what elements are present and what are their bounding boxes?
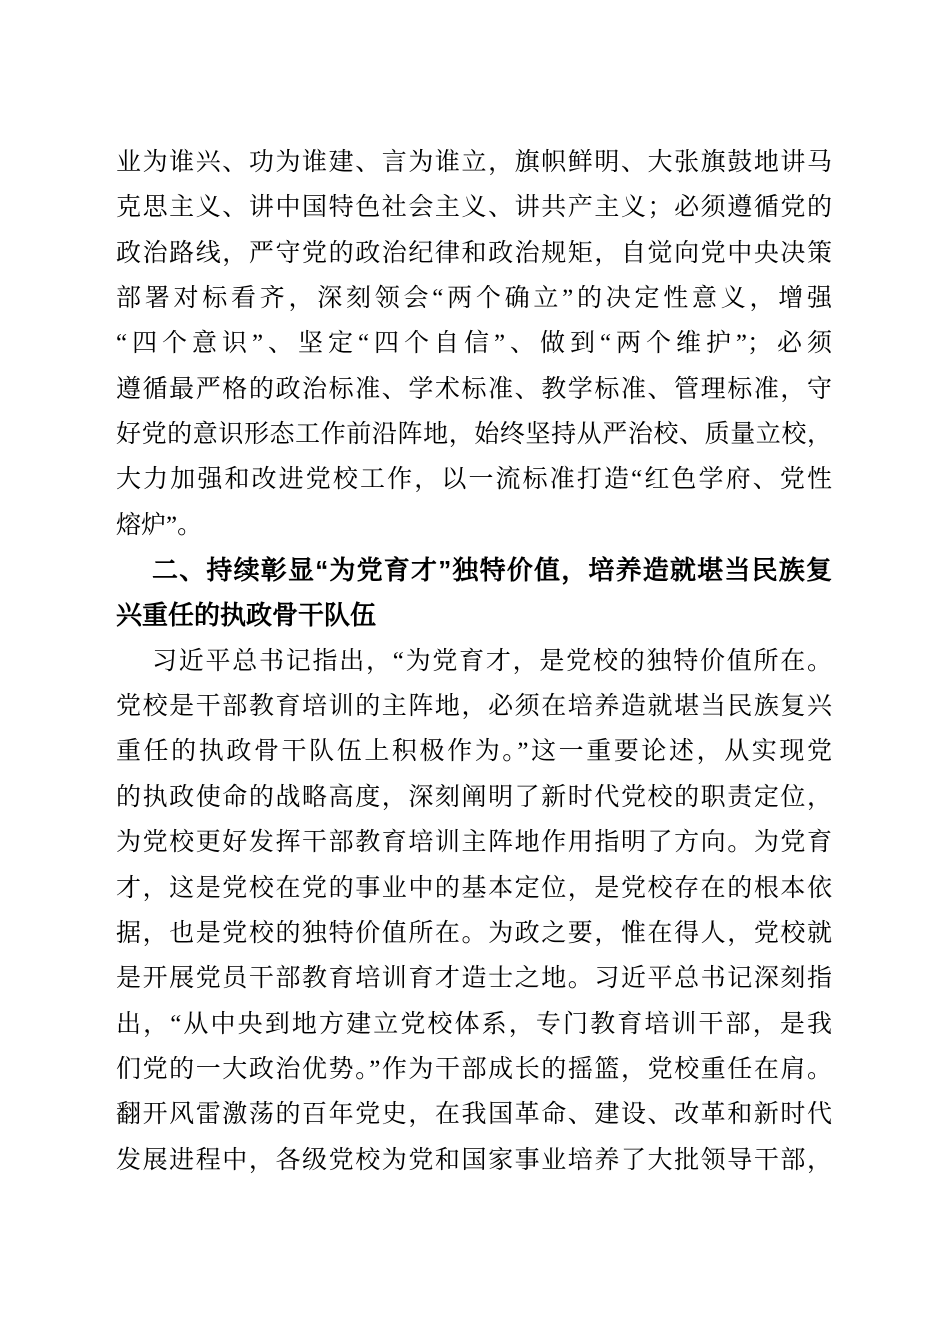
text-line: 的执政使命的战略高度，深刻阐明了新时代党校的职责定位， — [116, 783, 832, 811]
text-line: 遵循最严格的政治标准、学术标准、教学标准、管理标准，守 — [116, 375, 832, 403]
text-line: 克思主义、讲中国特色社会主义、讲共产主义；必须遵循党的 — [116, 194, 832, 222]
text-line: 习近平总书记指出，“为党育才，是党校的独特价值所在。 — [152, 647, 832, 675]
text-line: 翻开风雷激荡的百年党史，在我国革命、建设、改革和新时代 — [116, 1101, 832, 1129]
text-line: 出，“从中央到地方建立党校体系，专门教育培训干部，是我 — [116, 1010, 832, 1038]
text-block — [116, 140, 832, 1183]
text-line: 政治路线，严守党的政治纪律和政治规矩，自觉向党中央决策 — [116, 239, 832, 267]
text-line: 为党校更好发挥干部教育培训主阵地作用指明了方向。为党育 — [116, 829, 832, 857]
section-heading — [116, 548, 832, 639]
text-line: 党校是干部教育培训的主阵地，必须在培养造就堪当民族复兴 — [116, 693, 832, 721]
text-line: 发展进程中，各级党校为党和国家事业培养了大批领导干部， — [116, 1146, 832, 1174]
text-line: 部署对标看齐，深刻领会“两个确立”的决定性意义，增强 — [116, 285, 832, 313]
text-line: 们党的一大政治优势。”作为干部成长的摇篮，党校重任在肩。 — [116, 1055, 832, 1083]
text-line: 据，也是党校的独特价值所在。为政之要，惟在得人，党校就 — [116, 919, 832, 947]
paragraph-body — [116, 639, 832, 1183]
section-heading-line: 二、持续彰显“为党育才”独特价值，培养造就堪当民族复 — [152, 555, 832, 586]
text-line: “四个意识”、坚定“四个自信”、做到“两个维护”；必须 — [116, 330, 832, 358]
text-line: 大力加强和改进党校工作，以一流标准打造“红色学府、党性 — [116, 466, 832, 494]
text-line: 熔炉”。 — [116, 511, 203, 539]
paragraph-continued — [116, 140, 832, 548]
text-line: 是开展党员干部教育培训育才造士之地。习近平总书记深刻指 — [116, 965, 832, 993]
text-line: 重任的执政骨干队伍上积极作为。”这一重要论述，从实现党 — [116, 738, 832, 766]
text-line: 才，这是党校在党的事业中的基本定位，是党校存在的根本依 — [116, 874, 832, 902]
text-line: 好党的意识形态工作前沿阵地，始终坚持从严治校、质量立校， — [116, 421, 832, 449]
text-line: 业为谁兴、功为谁建、言为谁立，旗帜鲜明、大张旗鼓地讲马 — [116, 149, 832, 176]
section-heading-line: 兴重任的执政骨干队伍 — [116, 600, 377, 631]
